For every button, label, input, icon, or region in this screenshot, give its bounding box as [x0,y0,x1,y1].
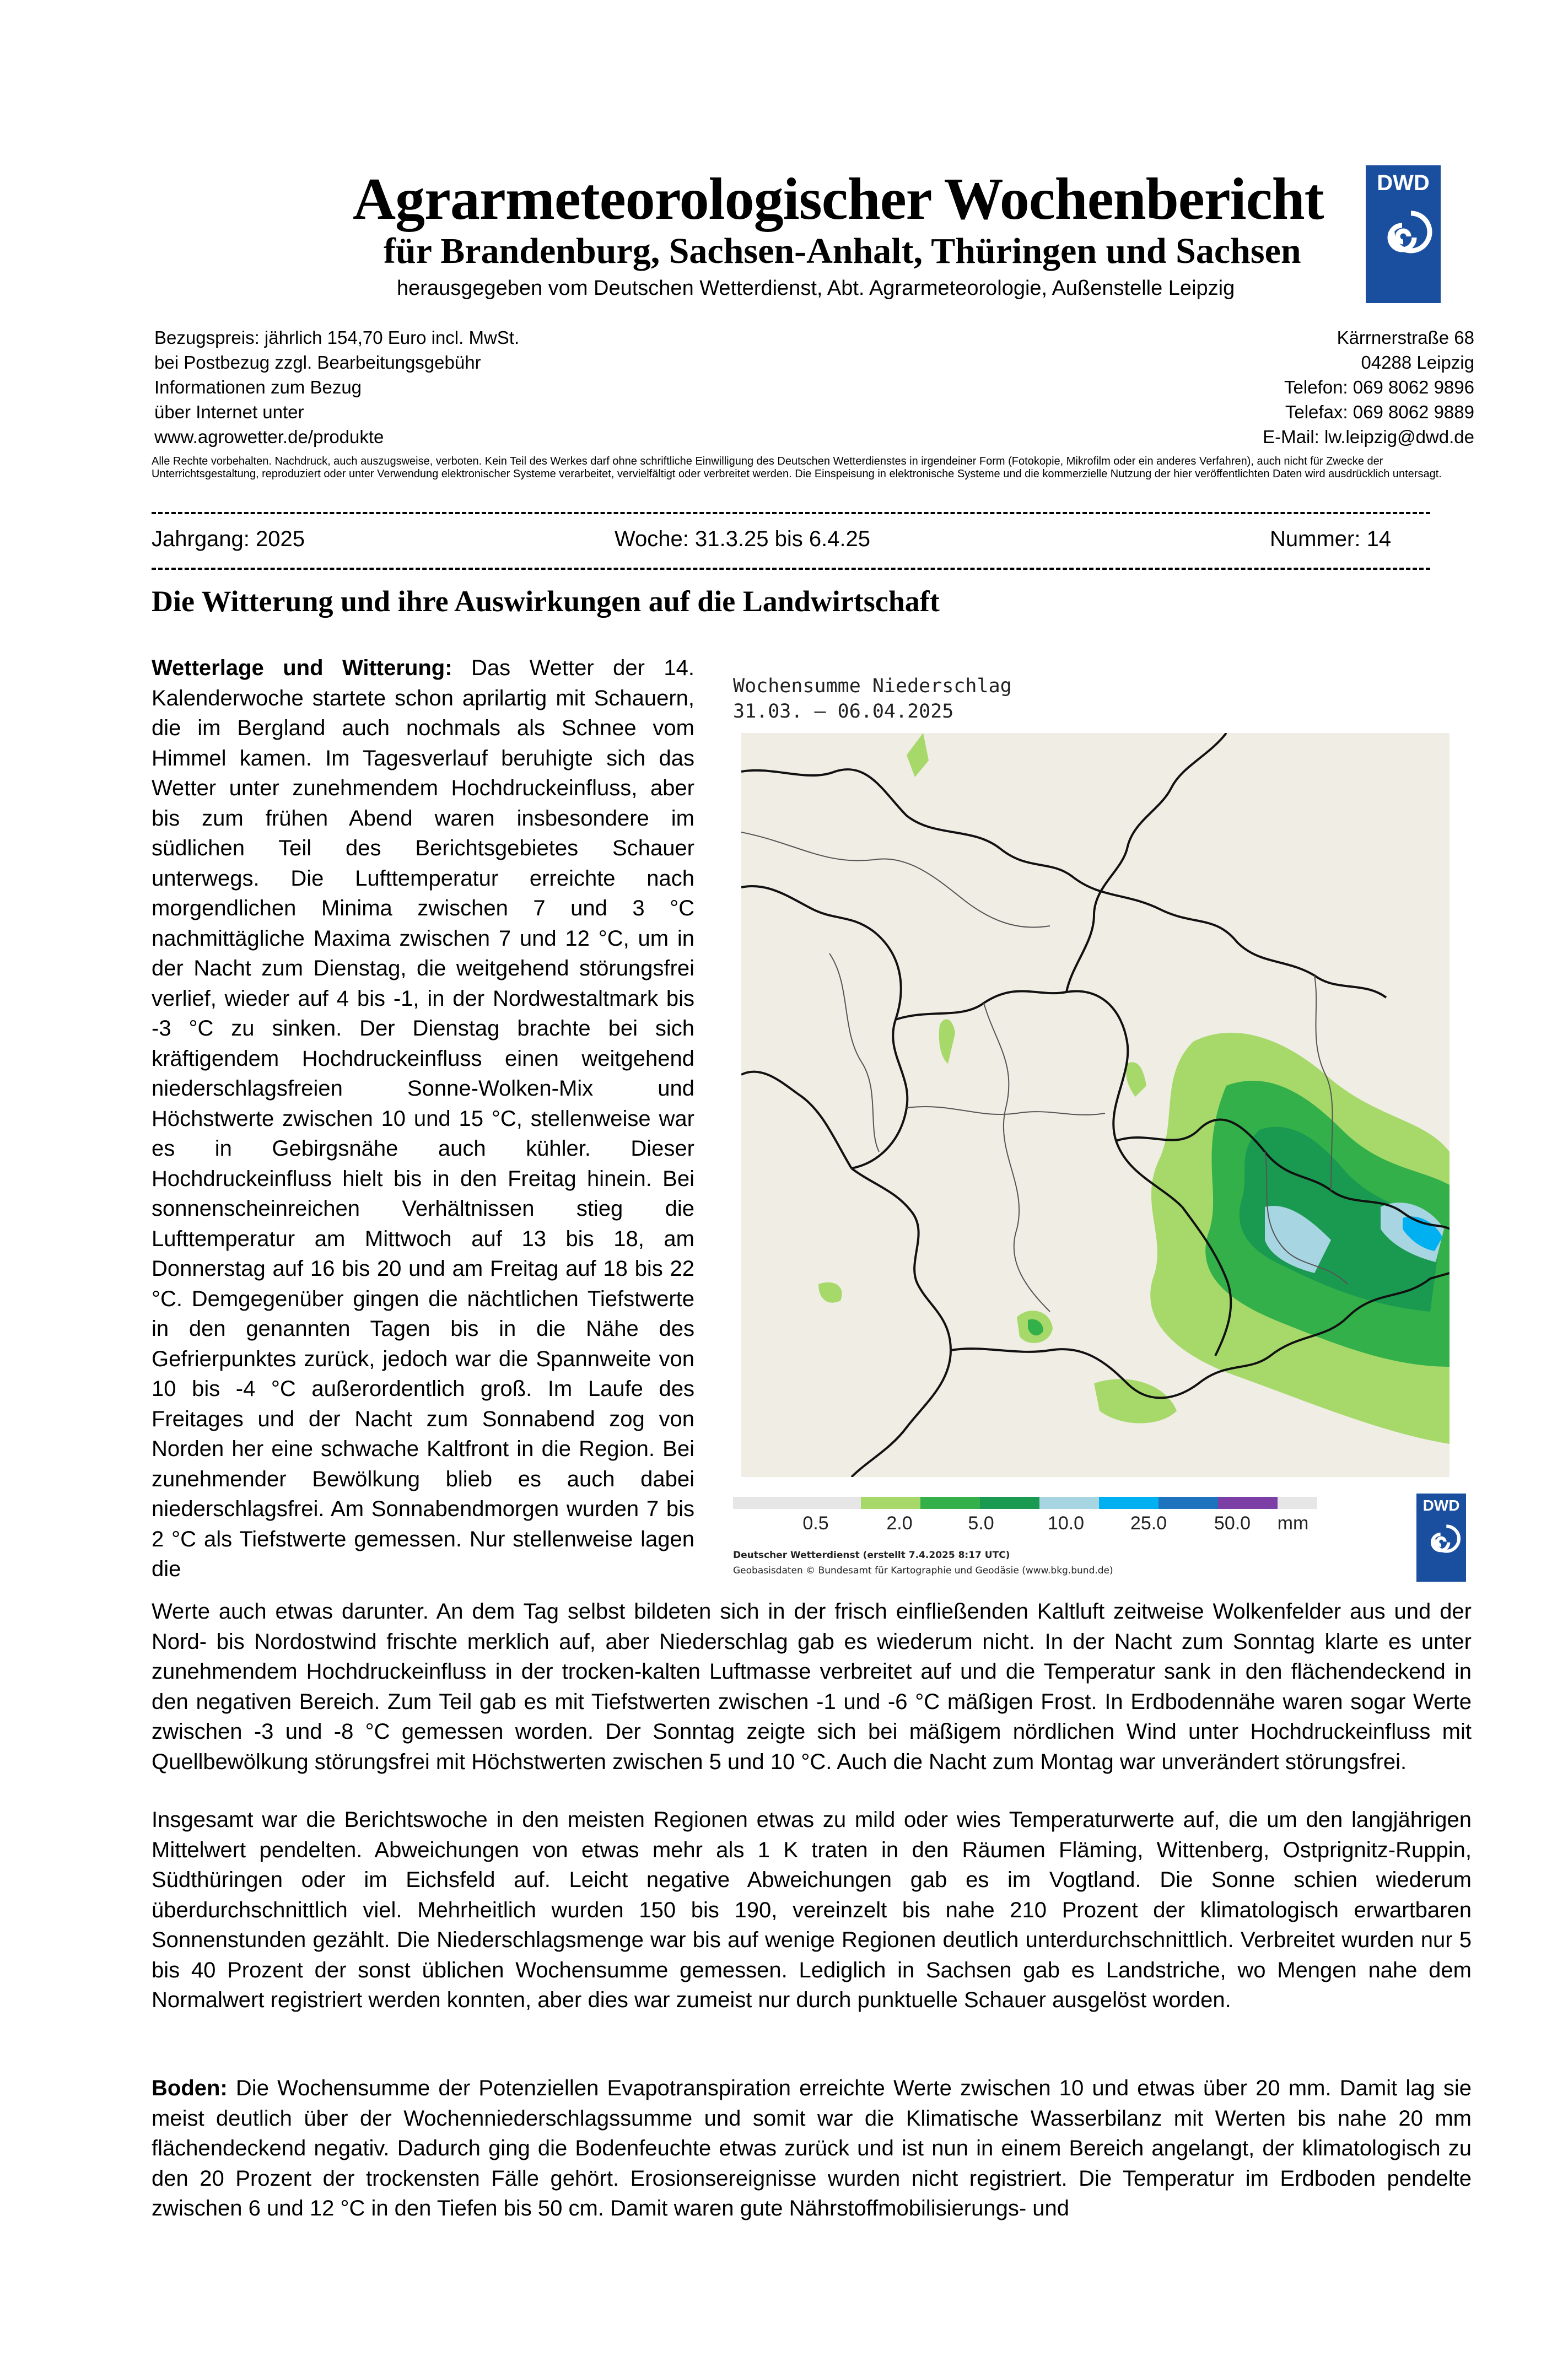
section-title: Die Witterung und ihre Auswirkungen auf die Landwirtschaft [152,585,940,618]
dwd-map-logo [1416,1494,1466,1582]
legend-swatch [980,1497,1039,1509]
summary-paragraph: Insgesamt war die Berichtswoche in den meisten Regionen etwas zu mild oder wies Temperaturwerte auf, die um den langjährigen Mittelwert pendelten. Abweichungen von etwas mehr als 1 K traten in den Räumen Fläming, Wittenberg, Ostprignitz-Ruppin, Südthüringen oder im Eichsfeld auf. Leicht negative Abweichungen gab es im Vogtland. Die Sonne schien wiederum überdurchschnittlich viel. Mehrheitlich wurden 150 bis 190, vereinzelt bis nahe 210 Prozent der klimatologisch erwartbaren Sonnenstunden gezählt. Die Niederschlagsmenge war bis auf wenige Regionen deutlich unterdurchschnittlich. Verbreitet wurden nur 5 bis 40 Prozent der sonst üblichen Wochensumme gemessen. Lediglich in Sachsen gab es Landstriche, wo Mengen nahe dem Normalwert registriert werden konnten, aber dies war zumeist nur durch punktuelle Schauer ausgelöst worden. [152,1808,1472,2012]
map-caption-period: 31.03. – 06.04.2025 [733,700,954,723]
map-credit-line: Geobasisdaten © Bundesamt für Kartographie und Geodäsie (www.bkg.bund.de) [733,1565,1113,1576]
report-subtitle: für Brandenburg, Sachsen-Anhalt, Thüringen und Sachsen [384,231,1301,271]
wetterlage-paragraph-full: Werte auch etwas darunter. An dem Tag selbst bildeten sich in der frisch einfließenden Kaltluft zeitweise Wolkenfelder aus und der Nord- bis Nordostwind frischte merklich auf, aber Niederschlag gab es wiederum nicht. In der Nacht zum Sonntag klarte es unter zunehmendem Hochdruckeinfluss in der trocken-kalten Luftmasse verbreitet auf und die Temperatur sank in den flächendeckend in den negativen Bereich. Zum Teil gab es mit Tiefstwerten zwischen -1 und -6 °C mäßigen Frost. In Erdbodennähe waren sogar Werte zwischen -3 und -8 °C gemessen worden. Der Sonntag zeigte sich bei mäßigem nördlichen Wind unter Hochdruckeinfluss mit Quellbewölkung störungsfrei mit Höchstwerten zwischen 5 und 10 °C. Auch die Nacht zum Montag war unverändert störungsfrei. [152,1599,1472,1774]
address-line: 04288 Leipzig [1361,352,1474,373]
legend-label: 50.0 [1214,1513,1251,1534]
wetterlage-heading: Wetterlage und Witterung: [152,656,472,680]
legend-swatch [1218,1497,1278,1509]
bezug-line: Bezugspreis: jährlich 154,70 Euro incl. MwSt. [154,327,520,348]
subscription-info [154,325,519,449]
precipitation-legend [733,1494,1317,1512]
precipitation-map [741,733,1450,1477]
wetterlage-paragraph-wrapped [152,653,694,1598]
legend-label: mm [1277,1513,1309,1534]
legend-label: 2.0 [886,1513,913,1534]
dwd-swirl-icon [1370,199,1436,282]
issue-jahrgang: Jahrgang: 2025 [152,527,305,551]
legend-swatch [1039,1497,1099,1509]
legend-label: 0.5 [802,1513,829,1534]
address-line: Telefon: 069 8062 9896 [1284,377,1474,397]
divider [152,568,1430,570]
legend-swatch [1099,1497,1159,1509]
legend-swatch [861,1497,920,1509]
legend-label: 10.0 [1047,1513,1085,1534]
dwd-map-logo-text: DWD [1422,1497,1460,1514]
boden-heading: Boden: [152,2076,236,2100]
address-line: Kärrnerstraße 68 [1337,327,1474,348]
issue-woche: Woche: 31.3.25 bis 6.4.25 [615,527,871,551]
dwd-logo [1366,165,1441,303]
issue-nummer: Nummer: 14 [1270,527,1392,551]
dwd-swirl-icon [1419,1517,1463,1572]
boden-text: Die Wochensumme der Potenziellen Evapotranspiration erreichte Werte zwischen 10 und etwas über 20 mm. Damit lag sie meist deutlich über der Wochenniederschlagssumme und somit war die Klimatische Wasserbilanz mit Werten bis nahe 20 mm flächendeckend negativ. Dadurch ging die Bodenfeuchte etwas zurück und ist nun in einem Bereich angelangt, der klimatologisch zu den 20 Prozent der trockensten Fälle gehört. Erosionsereignisse wurden nicht registriert. Die Temperatur im Erdboden pendelte zwischen 6 und 12 °C in den Tiefen bis 50 cm. Damit waren gute Nährstoffmobilisierungs- und [152,2076,1472,2220]
bezug-link[interactable]: www.agrowetter.de/produkte [154,427,384,447]
dwd-logo-text: DWD [1377,171,1430,195]
legend-label: 25.0 [1130,1513,1167,1534]
divider [152,512,1430,514]
legend-label: 5.0 [968,1513,994,1534]
map-caption [733,673,1012,724]
address-line: Telefax: 069 8062 9889 [1285,402,1474,422]
publisher-line: herausgegeben vom Deutschen Wetterdienst, Abt. Agrarmeteorologie, Außenstelle Leipzig [397,277,1235,300]
report-title: Agrarmeteorologischer Wochenbericht [353,166,1324,232]
boden-paragraph [152,2073,1472,2224]
legend-swatch [920,1497,980,1509]
bezug-line: bei Postbezug zzgl. Bearbeitungsgebühr [154,352,481,373]
map-credit-line: Deutscher Wetterdienst (erstellt 7.4.2025 8:17 UTC) [733,1550,1010,1561]
contact-address [1263,325,1474,449]
legend-swatch [1159,1497,1218,1509]
legal-notice: Alle Rechte vorbehalten. Nachdruck, auch auszugsweise, verboten. Kein Teil des Werkes darf ohne schriftliche Einwilligung des Deutschen Wetterdienstes in irgendeiner Form (Fotokopie, Mikrofilm oder ein anderes Verfahren), auch nicht für Zwecke der Unterrichtsgestaltung, reproduziert oder unter Verwendung elektronischer Systeme verarbeitet, vervielfältigt oder verbreitet werden. Die Einspeisung in elektronische Systeme und die kommerzielle Nutzung der hier veröffentlichten Daten wird ausdrücklich untersagt. [152,455,1442,480]
bezug-line: über Internet unter [154,402,304,422]
email-link[interactable]: E-Mail: lw.leipzig@dwd.de [1263,427,1474,447]
map-caption-title: Wochensumme Niederschlag [733,675,1012,697]
wetterlage-text: Das Wetter der 14. Kalenderwoche startete schon aprilartig mit Schauern, die im Bergland auch nochmals als Schnee vom Himmel kamen. Im Tagesverlauf beruhigte sich das Wetter unter zunehmendem Hochdruckeinfluss, aber bis zum frühen Abend waren insbesondere im südlichen Teil des Berichtsgebietes Schauer unterwegs. Die Lufttemperatur erreichte nach morgendlichen Minima zwischen 7 und 3 °C nachmittägliche Maxima zwischen 7 und 12 °C, um in der Nacht zum Dienstag, die weitgehend störungsfrei verlief, wieder auf 4 bis -1, in der Nordwestaltmark bis -3 °C zu sinken. Der Dienstag brachte bei sich kräftigendem Hochdruckeinfluss einen weitgehend niederschlagsfreien Sonne-Wolken-Mix und Höchstwerte zwischen 10 und 15 °C, stellenweise war es in Gebirgsnähe auch kühler. Dieser Hochdruckeinfluss hielt bis in den Freitag hinein. Bei sonnenscheinreichen Verhältnissen stieg die Lufttemperatur am Mittwoch auf 13 bis 18, am Donnerstag auf 16 bis 20 und am Freitag auf 18 bis 22 °C. Demgegenüber gingen die nächtlichen Tiefstwerte in den genannten Tagen bis in die Nähe des Gefrierpunktes zurück, jedoch war die Spannweite von 10 bis -4 °C außerordentlich groß. Im Laufe des Freitages und der Nacht zum Sonnabend zog von Norden her eine schwache Kaltfront in die Region. Bei zunehmender Bewölkung blieb es auch dabei niederschlagsfrei. Am Sonnabendmorgen wurden 7 bis 2 °C als Tiefstwerte gemessen. Nur stellenweise lagen die [152,656,694,1581]
bezug-line: Informationen zum Bezug [154,377,362,397]
